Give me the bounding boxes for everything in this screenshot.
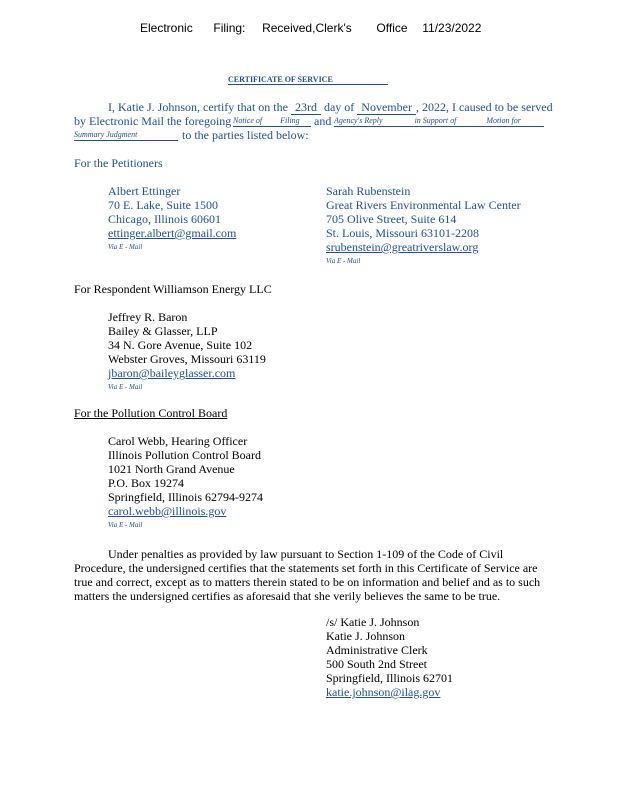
petitioner-right-addr1: 705 Olive Street, Suite 614 — [326, 212, 457, 226]
petitioner-left-email[interactable]: ettinger.albert@gmail.com — [108, 226, 237, 240]
filing-header — [140, 21, 481, 35]
signature-name: Katie J. Johnson — [326, 629, 405, 643]
intro-text-4: by Electronic Mail the foregoing — [74, 114, 232, 128]
board-via: Via E - Mail — [108, 521, 143, 529]
respondent-heading: For Respondent Williamson Energy LLC — [74, 282, 272, 296]
intro-line-2 — [74, 114, 231, 129]
intro-text-3: , 2022, I caused to be served — [415, 100, 553, 114]
penalties-line-1: Under penalties as provided by law pursuant to Section 1-109 of the Code of Civil — [108, 547, 504, 561]
signature-sig: /s/ Katie J. Johnson — [326, 615, 420, 629]
board-heading: For the Pollution Control Board — [74, 406, 228, 420]
petitioner-left-addr1: 70 E. Lake, Suite 1500 — [108, 198, 218, 212]
petitioner-left-addr2: Chicago, Illinois 60601 — [108, 212, 221, 226]
petitioner-left-via: Via E - Mail — [108, 243, 143, 251]
respondent-addr1: 34 N. Gore Avenue, Suite 102 — [108, 338, 253, 352]
document-field-2 — [334, 116, 544, 127]
board-addr2: P.O. Box 19274 — [108, 476, 185, 490]
petitioner-left-name: Albert Ettinger — [108, 184, 181, 198]
board-org: Illinois Pollution Control Board — [108, 448, 262, 462]
signature-block — [326, 615, 453, 699]
header-office: Office — [376, 21, 408, 35]
petitioner-right-email[interactable]: srubenstein@greatriverslaw.org — [326, 240, 479, 254]
intro-and: and — [314, 114, 332, 128]
respondent-org: Bailey & Glasser, LLP — [108, 324, 218, 338]
intro-day: 23rd — [291, 100, 321, 115]
petitioner-left-block — [108, 184, 236, 254]
petitioner-right-block — [326, 184, 521, 268]
signature-title: Administrative Clerk — [326, 643, 428, 657]
board-addr1: 1021 North Grand Avenue — [108, 462, 235, 476]
header-filing: Filing: — [213, 21, 246, 35]
board-name: Carol Webb, Hearing Officer — [108, 434, 248, 448]
petitioners-heading: For the Petitioners — [74, 156, 163, 170]
respondent-via: Via E - Mail — [108, 383, 143, 391]
respondent-email[interactable]: jbaron@baileyglasser.com — [108, 366, 236, 380]
board-addr3: Springfield, Illinois 62794-9274 — [108, 490, 263, 504]
board-email[interactable]: carol.webb@illinois.gov — [108, 504, 227, 518]
respondent-name: Jeffrey R. Baron — [108, 310, 188, 324]
penalties-line-4: matters the undersigned certifies as aforesaid that she verily believes the same to be true. — [74, 589, 501, 603]
field-filing: Filing — [280, 116, 300, 125]
field-agency-reply: Agency's Reply — [334, 116, 383, 125]
petitioner-right-org: Great Rivers Environmental Law Center — [326, 198, 521, 212]
field-in-support: in Support of — [414, 116, 457, 125]
certificate-title: CERTIFICATE OF SERVICE — [228, 75, 388, 85]
field-motion-for: Motion for — [486, 116, 521, 125]
signature-addr1: 500 South 2nd Street — [326, 657, 427, 671]
signature-addr2: Springfield, Illinois 62701 — [326, 671, 453, 685]
signature-email[interactable]: katie.johnson@ilag.gov — [326, 685, 441, 699]
document-field-1 — [233, 116, 311, 127]
intro-text-1: I, Katie J. Johnson, certify that on the — [108, 100, 288, 114]
petitioner-right-addr2: St. Louis, Missouri 63101-2208 — [326, 226, 480, 240]
penalties-line-2: Procedure, the undersigned certifies that the statements set forth in this Certificate of Service are — [74, 561, 538, 575]
penalties-line-3: true and correct, except as to matters therein stated to be on information and belief and as to such — [74, 575, 541, 589]
document-field-3: Summary Judgment — [74, 130, 178, 141]
board-block — [108, 434, 263, 532]
header-received: Received,Clerk's — [262, 21, 352, 35]
petitioner-right-name: Sarah Rubenstein — [326, 184, 411, 198]
intro-month: November — [357, 100, 416, 115]
intro-line-1 — [108, 100, 553, 115]
intro-text-2: day of — [323, 100, 355, 114]
header-electronic: Electronic — [140, 21, 193, 35]
intro-text-5: to the parties listed below: — [182, 128, 309, 142]
header-date: 11/23/2022 — [422, 21, 482, 35]
respondent-block — [108, 310, 266, 394]
field-notice-of: Notice of — [233, 116, 263, 125]
petitioner-right-via: Via E - Mail — [326, 257, 361, 265]
respondent-addr2: Webster Groves, Missouri 63119 — [108, 352, 266, 366]
